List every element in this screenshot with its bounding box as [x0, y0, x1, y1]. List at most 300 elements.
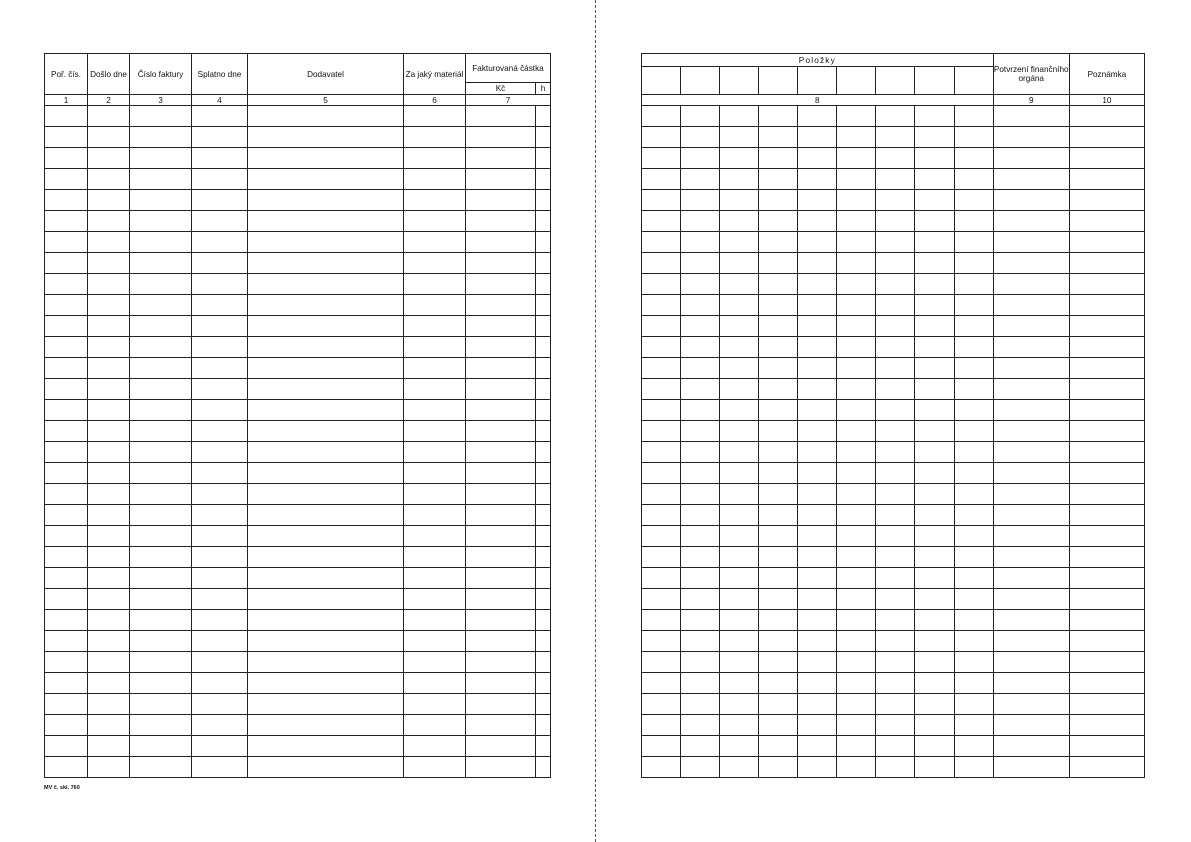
table-cell [404, 610, 466, 631]
table-cell [915, 358, 954, 379]
table-cell [759, 757, 798, 778]
table-cell [466, 316, 536, 337]
register-row [45, 610, 551, 631]
table-cell [798, 463, 837, 484]
table-cell [759, 736, 798, 757]
table-cell [536, 337, 551, 358]
table-cell [759, 715, 798, 736]
items-row [642, 757, 1145, 778]
table-cell [248, 463, 404, 484]
table-cell [993, 127, 1069, 148]
table-cell [993, 610, 1069, 631]
table-cell [798, 631, 837, 652]
table-cell [248, 652, 404, 673]
table-cell [130, 169, 192, 190]
table-cell [248, 757, 404, 778]
table-cell [248, 253, 404, 274]
table-cell [915, 316, 954, 337]
table-cell [681, 169, 720, 190]
table-cell [759, 190, 798, 211]
table-cell [1069, 253, 1144, 274]
table-cell [192, 715, 248, 736]
table-cell [681, 631, 720, 652]
table-cell [915, 421, 954, 442]
table-cell [404, 211, 466, 232]
table-cell [759, 421, 798, 442]
table-cell [720, 673, 759, 694]
table-cell [915, 253, 954, 274]
table-cell [404, 148, 466, 169]
table-cell [404, 547, 466, 568]
items-row [642, 652, 1145, 673]
table-cell [88, 358, 130, 379]
table-cell [798, 547, 837, 568]
table-cell [466, 631, 536, 652]
table-cell [681, 568, 720, 589]
table-cell [993, 442, 1069, 463]
items-row [642, 127, 1145, 148]
table-cell [915, 190, 954, 211]
register-row [45, 337, 551, 358]
register-row [45, 547, 551, 568]
table-cell [248, 190, 404, 211]
table-cell [954, 148, 993, 169]
table-cell [45, 463, 88, 484]
table-cell [759, 169, 798, 190]
table-cell [642, 253, 681, 274]
table-cell [720, 106, 759, 127]
table-cell [88, 190, 130, 211]
table-cell [642, 547, 681, 568]
table-cell [536, 232, 551, 253]
table-cell [45, 736, 88, 757]
table-cell [681, 589, 720, 610]
table-cell [837, 547, 876, 568]
table-cell [876, 148, 915, 169]
table-cell [192, 190, 248, 211]
table-cell [248, 316, 404, 337]
table-cell [1069, 547, 1144, 568]
table-cell [248, 694, 404, 715]
table-cell [192, 337, 248, 358]
table-cell [915, 148, 954, 169]
table-cell [536, 526, 551, 547]
table-cell [45, 568, 88, 589]
table-cell [798, 652, 837, 673]
table-cell [130, 757, 192, 778]
table-cell [993, 526, 1069, 547]
polozky-subcolumn [876, 67, 915, 95]
header-doslo-dne: Došlo dne [88, 54, 130, 95]
table-cell [954, 589, 993, 610]
table-cell [681, 295, 720, 316]
items-row [642, 232, 1145, 253]
table-cell [681, 148, 720, 169]
table-cell [130, 337, 192, 358]
table-cell [837, 736, 876, 757]
table-cell [536, 568, 551, 589]
table-cell [88, 169, 130, 190]
header-za-jaky-material: Za jaký materiál [404, 54, 466, 95]
table-cell [248, 169, 404, 190]
table-cell [466, 505, 536, 526]
table-cell [1069, 400, 1144, 421]
register-row [45, 274, 551, 295]
register-row [45, 631, 551, 652]
table-cell [837, 379, 876, 400]
table-cell [993, 631, 1069, 652]
table-cell [404, 169, 466, 190]
table-cell [466, 274, 536, 295]
table-cell [681, 526, 720, 547]
table-cell [876, 568, 915, 589]
table-cell [404, 631, 466, 652]
table-cell [993, 736, 1069, 757]
table-cell [192, 211, 248, 232]
table-cell [88, 211, 130, 232]
table-cell [248, 568, 404, 589]
column-number: 2 [88, 95, 130, 106]
table-cell [720, 463, 759, 484]
table-cell [45, 169, 88, 190]
table-cell [192, 736, 248, 757]
table-cell [404, 589, 466, 610]
table-cell [954, 547, 993, 568]
table-cell [720, 316, 759, 337]
table-cell [876, 379, 915, 400]
table-cell [45, 610, 88, 631]
table-cell [798, 379, 837, 400]
table-cell [720, 232, 759, 253]
table-cell [45, 190, 88, 211]
table-cell [954, 295, 993, 316]
table-cell [404, 337, 466, 358]
table-cell [130, 505, 192, 526]
table-cell [993, 148, 1069, 169]
table-cell [798, 127, 837, 148]
table-cell [466, 694, 536, 715]
table-cell [192, 463, 248, 484]
items-row [642, 190, 1145, 211]
register-row [45, 757, 551, 778]
table-cell [642, 232, 681, 253]
table-cell [1069, 106, 1144, 127]
table-cell [45, 316, 88, 337]
table-cell [642, 400, 681, 421]
table-cell [642, 589, 681, 610]
table-cell [876, 169, 915, 190]
table-cell [130, 232, 192, 253]
table-cell [45, 694, 88, 715]
polozky-subcolumn [954, 67, 993, 95]
table-cell [837, 106, 876, 127]
register-row [45, 400, 551, 421]
table-cell [720, 589, 759, 610]
header-h: h [536, 83, 551, 95]
table-cell [536, 442, 551, 463]
table-cell [759, 631, 798, 652]
table-cell [88, 736, 130, 757]
table-cell [642, 106, 681, 127]
table-cell [45, 295, 88, 316]
column-number: 8 [642, 95, 994, 106]
table-cell [720, 400, 759, 421]
table-cell [88, 400, 130, 421]
table-cell [248, 484, 404, 505]
table-cell [681, 316, 720, 337]
register-row [45, 442, 551, 463]
table-cell [45, 127, 88, 148]
register-row [45, 379, 551, 400]
table-cell [536, 379, 551, 400]
table-cell [45, 232, 88, 253]
table-cell [536, 148, 551, 169]
table-cell [1069, 316, 1144, 337]
table-cell [642, 316, 681, 337]
items-row [642, 610, 1145, 631]
table-cell [759, 211, 798, 232]
items-row [642, 484, 1145, 505]
table-cell [130, 421, 192, 442]
table-cell [642, 505, 681, 526]
table-cell [130, 589, 192, 610]
table-cell [915, 127, 954, 148]
table-cell [642, 673, 681, 694]
table-cell [1069, 379, 1144, 400]
table-cell [837, 337, 876, 358]
table-cell [759, 400, 798, 421]
table-cell [248, 106, 404, 127]
table-cell [954, 442, 993, 463]
table-cell [798, 610, 837, 631]
table-cell [248, 358, 404, 379]
table-cell [466, 547, 536, 568]
table-cell [681, 673, 720, 694]
table-cell [1069, 169, 1144, 190]
table-cell [404, 505, 466, 526]
table-cell [915, 694, 954, 715]
table-cell [130, 631, 192, 652]
table-cell [798, 253, 837, 274]
table-cell [759, 484, 798, 505]
table-cell [248, 505, 404, 526]
items-row [642, 253, 1145, 274]
table-cell [720, 421, 759, 442]
table-cell [642, 190, 681, 211]
table-cell [404, 358, 466, 379]
table-cell [248, 673, 404, 694]
table-cell [720, 547, 759, 568]
table-cell [642, 484, 681, 505]
table-cell [642, 379, 681, 400]
table-cell [466, 148, 536, 169]
table-cell [45, 652, 88, 673]
table-cell [404, 736, 466, 757]
table-cell [404, 379, 466, 400]
table-cell [248, 610, 404, 631]
table-cell [536, 169, 551, 190]
table-cell [954, 715, 993, 736]
table-cell [192, 652, 248, 673]
table-cell [720, 148, 759, 169]
table-cell [192, 127, 248, 148]
table-cell [954, 736, 993, 757]
table-cell [130, 253, 192, 274]
register-row [45, 358, 551, 379]
table-cell [954, 169, 993, 190]
table-cell [404, 715, 466, 736]
table-cell [45, 400, 88, 421]
table-cell [876, 337, 915, 358]
table-cell [759, 589, 798, 610]
items-row [642, 505, 1145, 526]
table-cell [993, 190, 1069, 211]
table-cell [130, 715, 192, 736]
table-cell [837, 421, 876, 442]
table-cell [192, 694, 248, 715]
table-cell [88, 337, 130, 358]
register-row [45, 211, 551, 232]
table-cell [130, 295, 192, 316]
table-cell [192, 757, 248, 778]
table-cell [536, 463, 551, 484]
table-cell [954, 274, 993, 295]
table-cell [915, 232, 954, 253]
table-cell [837, 316, 876, 337]
table-cell [248, 379, 404, 400]
table-cell [1069, 736, 1144, 757]
table-cell [130, 400, 192, 421]
register-row [45, 316, 551, 337]
table-cell [45, 337, 88, 358]
table-cell [720, 484, 759, 505]
table-cell [1069, 673, 1144, 694]
table-cell [954, 631, 993, 652]
table-cell [954, 484, 993, 505]
table-cell [466, 568, 536, 589]
table-cell [798, 169, 837, 190]
column-number: 6 [404, 95, 466, 106]
table-cell [466, 421, 536, 442]
table-cell [404, 127, 466, 148]
table-cell [130, 673, 192, 694]
table-cell [798, 568, 837, 589]
table-cell [536, 106, 551, 127]
header-poznamka: Poznámka [1069, 54, 1144, 95]
table-cell [45, 547, 88, 568]
items-row [642, 316, 1145, 337]
table-cell [720, 652, 759, 673]
table-cell [130, 358, 192, 379]
table-cell [681, 127, 720, 148]
table-cell [954, 316, 993, 337]
table-cell [466, 526, 536, 547]
table-cell [404, 463, 466, 484]
table-cell [759, 127, 798, 148]
table-cell [876, 736, 915, 757]
table-cell [642, 631, 681, 652]
register-row [45, 106, 551, 127]
table-cell [1069, 211, 1144, 232]
table-cell [915, 505, 954, 526]
table-cell [720, 169, 759, 190]
table-cell [642, 442, 681, 463]
table-cell [720, 715, 759, 736]
table-cell [466, 379, 536, 400]
table-cell [681, 547, 720, 568]
table-cell [681, 736, 720, 757]
table-cell [915, 400, 954, 421]
table-cell [915, 631, 954, 652]
table-cell [130, 736, 192, 757]
items-row [642, 421, 1145, 442]
table-cell [536, 547, 551, 568]
items-row [642, 337, 1145, 358]
table-cell [681, 694, 720, 715]
table-cell [88, 694, 130, 715]
table-cell [837, 169, 876, 190]
table-cell [681, 274, 720, 295]
items-row [642, 673, 1145, 694]
items-row [642, 169, 1145, 190]
table-cell [130, 274, 192, 295]
table-cell [759, 295, 798, 316]
table-cell [248, 232, 404, 253]
table-cell [248, 421, 404, 442]
table-cell [248, 400, 404, 421]
table-cell [759, 547, 798, 568]
table-cell [466, 295, 536, 316]
table-cell [536, 211, 551, 232]
table-cell [466, 463, 536, 484]
table-cell [915, 274, 954, 295]
table-cell [720, 736, 759, 757]
table-cell [45, 442, 88, 463]
table-cell [681, 211, 720, 232]
table-cell [130, 526, 192, 547]
table-cell [45, 211, 88, 232]
table-cell [130, 190, 192, 211]
table-cell [45, 589, 88, 610]
table-cell [993, 379, 1069, 400]
table-cell [915, 211, 954, 232]
table-cell [130, 694, 192, 715]
table-cell [45, 484, 88, 505]
header-dodavatel: Dodavatel [248, 54, 404, 95]
table-cell [130, 610, 192, 631]
table-cell [681, 190, 720, 211]
table-cell [642, 148, 681, 169]
table-cell [993, 652, 1069, 673]
register-row [45, 694, 551, 715]
table-cell [466, 715, 536, 736]
table-cell [681, 757, 720, 778]
table-cell [798, 211, 837, 232]
items-row [642, 589, 1145, 610]
table-cell [798, 673, 837, 694]
table-cell [876, 421, 915, 442]
table-cell [798, 736, 837, 757]
items-row [642, 631, 1145, 652]
table-cell [88, 568, 130, 589]
polozky-subcolumn [915, 67, 954, 95]
register-row [45, 295, 551, 316]
table-cell [876, 547, 915, 568]
table-cell [1069, 715, 1144, 736]
table-cell [876, 358, 915, 379]
table-cell [1069, 190, 1144, 211]
table-cell [45, 106, 88, 127]
